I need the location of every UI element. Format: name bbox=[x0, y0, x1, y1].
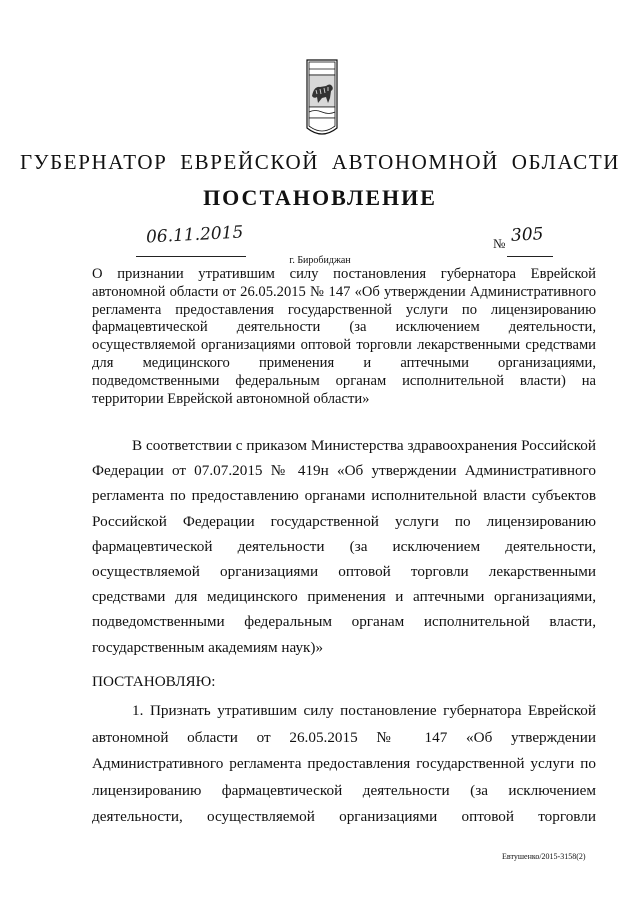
decree-date: 06.11.2015 bbox=[145, 222, 244, 248]
decree-word: ПОСТАНОВЛЯЮ: bbox=[92, 673, 216, 690]
number-label: № bbox=[493, 236, 506, 251]
tiger-coat-of-arms-icon bbox=[304, 56, 340, 142]
document-type-title: ПОСТАНОВЛЕНИЕ bbox=[203, 185, 437, 210]
footer-document-code: Евтушенко/2015-3158(2) bbox=[502, 852, 586, 861]
preamble-paragraph: В соответствии с приказом Министерства здравоохранения Российской Федерации от 07.07.2015 № 419н «Об утверждении Административного регламента по предоставлению органами исполнительной власти субъектов Российской Федерации государственной услуги по лицензированию фармацевтической деятельности (за исключением деятельности, осуществляемой организациями оптовой торговли лекарственными средствами для медицинского применения и аптечными организациями, подведомственными федеральным органам исполнительной власти, государственным академиям наук)» bbox=[92, 437, 596, 656]
decree-subject: О признании утратившим силу постановления губернатора Еврейской автономной области от 26.05.2015 № 147 «Об утверждении Административного регламента предоставления государственной услуги по лицензированию фармацевтической деятельности (за исключением деятельности, осуществляемой организациями оптовой торговли лекарственными средствами для медицинского применения и аптечными организациями, подведомственными федеральным органам исполнительной власти) на территории Еврейской автономной области» bbox=[92, 266, 596, 407]
decree-item-1: 1. Признать утратившим силу постановление губернатора Еврейской автономной области от 26.05.2015 № 147 «Об утверждении Административного регламента предоставления государственной услуги по лицензированию фармацевтической деятельности (за исключением деятельности, осуществляемой организациями оптовой торговли bbox=[92, 702, 596, 825]
decree-number: 305 bbox=[510, 224, 544, 246]
governor-title: ГУБЕРНАТОР ЕВРЕЙСКОЙ АВТОНОМНОЙ ОБЛАСТИ bbox=[19, 150, 621, 174]
city-name: г. Биробиджан bbox=[289, 255, 351, 266]
